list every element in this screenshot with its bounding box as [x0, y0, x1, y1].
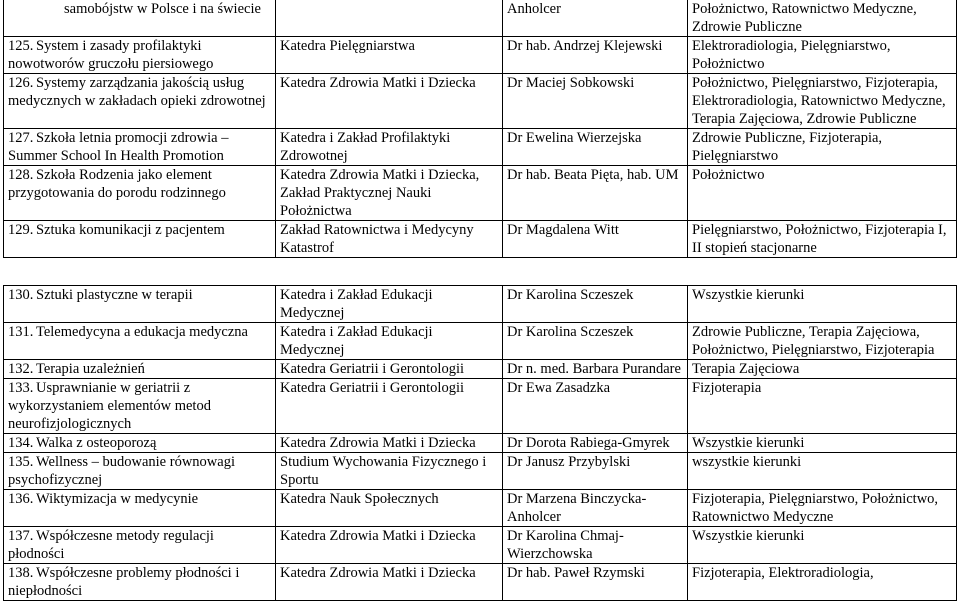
supervisor-cell: Dr Ewa Zasadzka — [503, 379, 688, 434]
topic-cell — [4, 527, 276, 564]
topic-cell — [4, 129, 276, 166]
row-number: 136. — [8, 491, 34, 507]
row-number: 128. — [8, 167, 34, 183]
topic-title: Sztuki plastyczne w terapii — [36, 287, 193, 303]
table-row — [4, 490, 957, 527]
topic-title: Usprawnianie w geriatrii z wykorzystaniem elementów metod neurofizjologicznych — [8, 380, 211, 432]
topic-cell — [4, 37, 276, 74]
topic-title: Systemy zarządzania jakością usług medycznych w zakładach opieki zdrowotnej — [8, 75, 266, 109]
topic-title: Walka z osteoporozą — [36, 435, 157, 451]
unit-cell: Studium Wychowania Fizycznego i Sportu — [276, 453, 503, 490]
fields-cell: Wszystkie kierunki — [688, 527, 957, 564]
unit-cell: Katedra Zdrowia Matki i Dziecka — [276, 564, 503, 601]
topic-cell — [4, 564, 276, 601]
row-number: 126. — [8, 75, 34, 91]
fields-cell: Położnictwo — [688, 166, 957, 221]
topics-table-bottom — [3, 285, 957, 601]
fields-cell: Terapia Zajęciowa — [688, 360, 957, 379]
unit-cell: Katedra i Zakład Edukacji Medycznej — [276, 323, 503, 360]
topic-title: Wellness – budowanie równowagi psychofizycznej — [8, 454, 235, 488]
unit-cell: Katedra Zdrowia Matki i Dziecka — [276, 434, 503, 453]
supervisor-cell: Dr Dorota Rabiega-Gmyrek — [503, 434, 688, 453]
topic-title: Telemedycyna a edukacja medyczna — [36, 324, 248, 340]
topic-title: Sztuka komunikacji z pacjentem — [36, 222, 225, 238]
topics-table-top-body — [4, 0, 957, 258]
topic-title: Szkoła letnia promocji zdrowia – Summer School In Health Promotion — [8, 130, 229, 164]
topic-cell — [4, 286, 276, 323]
topic-title: samobójstw w Polsce i na świecie — [64, 1, 261, 17]
table-row — [4, 166, 957, 221]
row-number: 133. — [8, 380, 34, 396]
row-number: 125. — [8, 38, 34, 54]
supervisor-cell: Dr Karolina Sczeszek — [503, 323, 688, 360]
topic-cell — [4, 434, 276, 453]
fields-cell: wszystkie kierunki — [688, 453, 957, 490]
row-number: 132. — [8, 361, 34, 377]
table-row — [4, 527, 957, 564]
unit-cell: Katedra Pielęgniarstwa — [276, 37, 503, 74]
table-row — [4, 221, 957, 258]
unit-cell: Katedra i Zakład Edukacji Medycznej — [276, 286, 503, 323]
table-row — [4, 37, 957, 74]
topic-cell — [4, 453, 276, 490]
fields-cell: Elektroradiologia, Pielęgniarstwo, Położnictwo — [688, 37, 957, 74]
row-number: 135. — [8, 454, 34, 470]
table-row — [4, 453, 957, 490]
row-number: 131. — [8, 324, 34, 340]
unit-cell: Katedra Geriatrii i Gerontologii — [276, 379, 503, 434]
supervisor-cell: Dr Karolina Chmaj-Wierzchowska — [503, 527, 688, 564]
topic-cell — [4, 221, 276, 258]
supervisor-cell: Dr Magdalena Witt — [503, 221, 688, 258]
topics-table-top — [3, 0, 957, 258]
table-row — [4, 379, 957, 434]
row-number: 137. — [8, 528, 34, 544]
topic-title: System i zasady profilaktyki nowotworów gruczołu piersiowego — [8, 38, 214, 72]
table-row — [4, 360, 957, 379]
topic-cell — [4, 360, 276, 379]
table-row — [4, 74, 957, 129]
fields-cell: Zdrowie Publiczne, Fizjoterapia, Pielęgniarstwo — [688, 129, 957, 166]
row-number: 129. — [8, 222, 34, 238]
unit-cell: Katedra Zdrowia Matki i Dziecka — [276, 527, 503, 564]
fields-cell: Fizjoterapia — [688, 379, 957, 434]
fields-cell: Położnictwo, Ratownictwo Medyczne, Zdrowie Publiczne — [688, 0, 957, 37]
topic-cell — [4, 0, 276, 37]
supervisor-cell: Dr Maciej Sobkowski — [503, 74, 688, 129]
topic-title: Terapia uzależnień — [36, 361, 145, 377]
topic-title: Współczesne metody regulacji płodności — [8, 528, 214, 562]
row-number: 134. — [8, 435, 34, 451]
table-row — [4, 434, 957, 453]
topic-cell — [4, 74, 276, 129]
topic-title: Współczesne problemy płodności i niepłodności — [8, 565, 240, 599]
unit-cell: Katedra Zdrowia Matki i Dziecka, Zakład Praktycznej Nauki Położnictwa — [276, 166, 503, 221]
row-number: 130. — [8, 287, 34, 303]
topic-title: Szkoła Rodzenia jako element przygotowania do porodu rodzinnego — [8, 167, 226, 201]
table-row — [4, 0, 957, 37]
table-row — [4, 129, 957, 166]
unit-cell: Zakład Ratownictwa i Medycyny Katastrof — [276, 221, 503, 258]
unit-cell: Katedra i Zakład Profilaktyki Zdrowotnej — [276, 129, 503, 166]
topic-cell — [4, 323, 276, 360]
fields-cell: Położnictwo, Pielęgniarstwo, Fizjoterapia, Elektroradiologia, Ratownictwo Medyczne, Terapia Zajęciowa, Zdrowie Publiczne — [688, 74, 957, 129]
fields-cell: Fizjoterapia, Elektroradiologia, — [688, 564, 957, 601]
supervisor-cell: Dr n. med. Barbara Purandare — [503, 360, 688, 379]
fields-cell: Fizjoterapia, Pielęgniarstwo, Położnictwo, Ratownictwo Medyczne — [688, 490, 957, 527]
fields-cell: Zdrowie Publiczne, Terapia Zajęciowa, Położnictwo, Pielęgniarstwo, Fizjoterapia — [688, 323, 957, 360]
table-row — [4, 323, 957, 360]
supervisor-cell: Dr hab. Paweł Rzymski — [503, 564, 688, 601]
supervisor-cell: Dr hab. Beata Pięta, hab. UM — [503, 166, 688, 221]
fields-cell: Wszystkie kierunki — [688, 286, 957, 323]
topic-cell — [4, 490, 276, 527]
unit-cell: Katedra Zdrowia Matki i Dziecka — [276, 74, 503, 129]
supervisor-cell: Dr hab. Andrzej Klejewski — [503, 37, 688, 74]
table-row — [4, 564, 957, 601]
supervisor-cell: Dr Ewelina Wierzejska — [503, 129, 688, 166]
supervisor-cell: Dr Karolina Sczeszek — [503, 286, 688, 323]
row-number: 138. — [8, 565, 34, 581]
row-number: 127. — [8, 130, 34, 146]
table-row — [4, 286, 957, 323]
topic-cell — [4, 166, 276, 221]
supervisor-cell: Anholcer — [503, 0, 688, 37]
unit-cell: Katedra Nauk Społecznych — [276, 490, 503, 527]
topic-title: Wiktymizacja w medycynie — [36, 491, 199, 507]
unit-cell: Katedra Geriatrii i Gerontologii — [276, 360, 503, 379]
topic-cell — [4, 379, 276, 434]
fields-cell: Wszystkie kierunki — [688, 434, 957, 453]
supervisor-cell: Dr Janusz Przybylski — [503, 453, 688, 490]
unit-cell — [276, 0, 503, 37]
supervisor-cell: Dr Marzena Binczycka-Anholcer — [503, 490, 688, 527]
topics-table-bottom-body — [4, 286, 957, 601]
fields-cell: Pielęgniarstwo, Położnictwo, Fizjoterapia I, II stopień stacjonarne — [688, 221, 957, 258]
